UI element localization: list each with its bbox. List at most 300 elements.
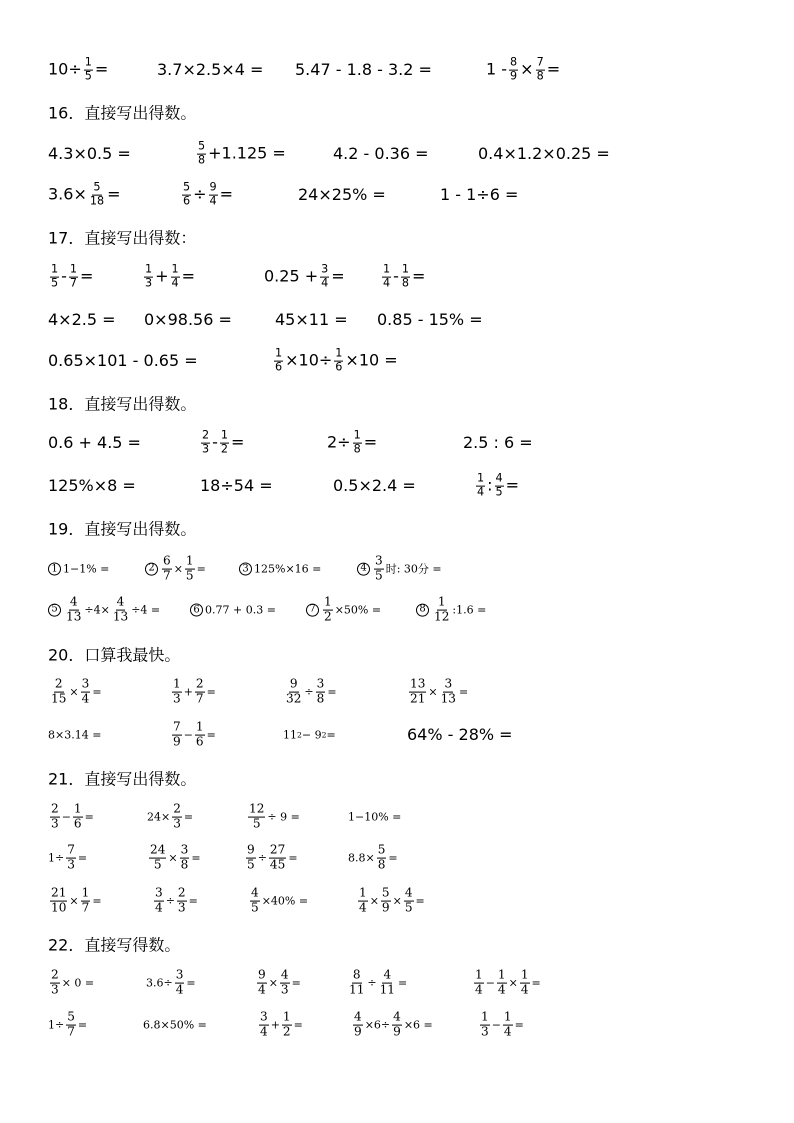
math-problem <box>48 478 136 494</box>
denominator: 5 <box>51 276 59 290</box>
fraction <box>81 678 91 707</box>
denominator: 5 <box>153 857 162 872</box>
math-problem <box>333 146 429 162</box>
math-problem <box>407 678 468 707</box>
denominator: 9 <box>354 1024 362 1039</box>
numerator: 6 <box>163 553 171 568</box>
denominator: 4 <box>171 276 179 290</box>
math-problem <box>264 264 345 291</box>
expression-text: 125%×16 = <box>254 562 322 576</box>
math-problem <box>48 57 108 84</box>
fraction <box>182 182 191 209</box>
expression-text: = <box>206 685 216 699</box>
denominator: 6 <box>73 816 82 831</box>
expression-text: = <box>183 810 194 824</box>
denominator: 3 <box>173 691 181 706</box>
fraction <box>84 57 93 84</box>
numerator: 2 <box>177 885 186 900</box>
denominator: 5 <box>251 900 259 915</box>
denominator: 4 <box>260 1024 268 1039</box>
math-problem <box>357 555 442 584</box>
expression-text: 0.85 - 15% = <box>377 310 483 329</box>
denominator: 15 <box>51 691 67 706</box>
fraction <box>195 721 205 750</box>
expression-text: 64% - 28% = <box>407 725 513 744</box>
numerator: 1 <box>145 262 153 276</box>
numerator: 4 <box>354 1009 362 1024</box>
fraction <box>480 1011 490 1040</box>
fraction <box>257 969 267 998</box>
denominator: 7 <box>69 276 78 290</box>
expression-text: ÷ <box>367 976 377 990</box>
expression-text: ×6 = <box>403 1018 433 1032</box>
fraction <box>81 887 91 916</box>
section-heading: 22．直接写得数。 <box>48 935 181 955</box>
denominator: 8 <box>198 153 206 167</box>
numerator: 4 <box>280 967 289 982</box>
math-problem <box>143 1020 207 1031</box>
denominator: 12 <box>434 609 450 624</box>
denominator: 21 <box>410 691 426 706</box>
expression-text: = <box>459 685 469 699</box>
fraction <box>334 348 343 375</box>
numerator: 5 <box>377 842 386 857</box>
fraction <box>172 678 182 707</box>
numerator: 2 <box>51 801 59 816</box>
denominator: 3 <box>51 816 59 831</box>
denominator: 7 <box>67 1024 75 1039</box>
denominator: 4 <box>497 982 506 997</box>
numerator: 5 <box>198 139 206 153</box>
expression-text: 1−1% = <box>63 562 110 576</box>
fraction <box>185 555 195 584</box>
math-problem <box>351 1011 433 1040</box>
expression-text: = <box>181 267 196 286</box>
expression-text: 11 <box>283 728 297 742</box>
numerator: 1 <box>503 1009 512 1024</box>
expression-text: + <box>270 1018 280 1032</box>
fraction <box>50 678 67 707</box>
fraction <box>220 430 229 457</box>
circled-number: 3 <box>239 563 252 576</box>
math-problem <box>272 348 398 375</box>
numerator: 7 <box>173 719 181 734</box>
denominator: 2 <box>324 609 332 624</box>
math-problem <box>147 844 201 873</box>
expression-text: = <box>92 685 102 699</box>
circled-number: 6 <box>190 604 203 617</box>
fraction <box>172 721 182 750</box>
numerator: 9 <box>247 842 255 857</box>
numerator: 27 <box>269 842 286 857</box>
numerator: 1 <box>220 428 229 442</box>
denominator: 3 <box>145 276 153 290</box>
expression-text: - <box>212 433 218 452</box>
numerator: 1 <box>477 471 485 485</box>
expression-text: ×40% = <box>261 894 309 908</box>
expression-text: × <box>428 685 438 699</box>
denominator: 13 <box>66 609 82 624</box>
numerator: 1 <box>275 346 283 360</box>
math-problem <box>478 1011 524 1040</box>
fraction <box>66 1011 76 1040</box>
denominator: 4 <box>258 982 266 997</box>
denominator: 4 <box>175 982 184 997</box>
denominator: 6 <box>195 734 204 749</box>
fraction <box>409 678 426 707</box>
fraction <box>246 844 256 873</box>
math-problem <box>48 730 101 741</box>
expression-text: 2÷ <box>327 433 351 452</box>
numerator: 1 <box>497 967 506 982</box>
math-problem <box>48 1011 87 1040</box>
numerator: 1 <box>383 262 391 276</box>
denominator: 4 <box>209 194 217 208</box>
math-problem <box>474 473 519 500</box>
fraction <box>149 844 166 873</box>
fraction <box>248 803 265 832</box>
expression-text: = <box>412 267 426 286</box>
expression-text: 2.5 : 6 = <box>463 433 533 452</box>
expression-text: = <box>363 433 378 452</box>
numerator: 5 <box>67 1009 75 1024</box>
math-problem <box>333 478 416 494</box>
fraction <box>259 1011 269 1040</box>
expression-text: 18÷54 = <box>200 476 273 495</box>
fraction <box>358 887 368 916</box>
denominator: 7 <box>195 691 204 706</box>
expression-text: = <box>546 60 561 79</box>
denominator: 5 <box>404 900 413 915</box>
fraction <box>250 887 260 916</box>
numerator: 9 <box>258 967 266 982</box>
expression-text: = <box>77 851 88 865</box>
numerator: 4 <box>495 471 503 485</box>
fraction <box>50 887 67 916</box>
fraction <box>177 887 187 916</box>
denominator: 3 <box>51 982 59 997</box>
denominator: 11 <box>349 982 365 997</box>
fraction <box>195 678 205 707</box>
numerator: 2 <box>54 676 63 691</box>
circled-number: 7 <box>306 604 319 617</box>
math-problem <box>275 312 348 328</box>
numerator: 5 <box>183 180 191 194</box>
fraction <box>285 678 302 707</box>
fraction <box>433 596 450 625</box>
math-problem <box>248 887 308 916</box>
math-problem <box>170 678 216 707</box>
expression-text: ÷ <box>165 894 175 908</box>
fraction <box>172 803 182 832</box>
fraction <box>269 844 286 873</box>
fraction <box>112 596 129 625</box>
expression-text: = <box>288 851 298 865</box>
numerator: 3 <box>316 676 325 691</box>
expression-text: = <box>327 685 337 699</box>
expression-text: 45×11 = <box>275 310 348 329</box>
math-problem <box>327 430 377 457</box>
numerator: 1 <box>401 262 410 276</box>
expression-text: × <box>268 976 278 990</box>
fraction <box>440 678 457 707</box>
denominator: 10 <box>51 900 67 915</box>
superscript: 2 <box>297 730 302 740</box>
denominator: 5 <box>84 69 92 83</box>
expression-text: 0.6 + 4.5 = <box>48 433 141 452</box>
math-problem <box>48 264 93 291</box>
expression-text: = <box>196 562 206 576</box>
section-heading: 17．直接写出得数： <box>48 228 197 248</box>
math-problem <box>48 182 121 209</box>
fraction <box>280 969 290 998</box>
fraction <box>180 844 190 873</box>
math-problem <box>283 730 336 741</box>
expression-text: ÷ <box>257 851 267 865</box>
section-heading: 18．直接写出得数。 <box>48 394 197 414</box>
expression-text: = <box>505 476 520 495</box>
math-problem <box>283 678 337 707</box>
expression-text: × <box>392 894 402 908</box>
expression-text: ÷ <box>193 185 207 204</box>
fraction <box>201 430 210 457</box>
fraction <box>89 182 105 209</box>
fraction <box>73 803 83 832</box>
expression-text: − <box>485 976 495 990</box>
numerator: 3 <box>180 842 189 857</box>
expression-text: 1÷ <box>48 1018 65 1032</box>
expression-text: 6.8×50% = <box>143 1018 207 1032</box>
denominator: 8 <box>316 691 325 706</box>
fraction <box>377 844 387 873</box>
expression-text: 0.77 + 0.3 = <box>205 603 276 617</box>
numerator: 8 <box>352 967 361 982</box>
numerator: 1 <box>171 262 179 276</box>
expression-text: − 9 <box>301 728 322 742</box>
section-heading: 20．口算我最快。 <box>48 645 181 665</box>
math-problem <box>199 430 244 457</box>
denominator: 3 <box>481 1024 489 1039</box>
expression-text: ÷ 9 = <box>267 810 300 824</box>
math-problem <box>472 969 541 998</box>
numerator: 3 <box>375 553 383 568</box>
denominator: 4 <box>503 1024 512 1039</box>
denominator: 13 <box>112 609 129 624</box>
expression-text: = <box>206 728 216 742</box>
math-problem <box>48 596 160 625</box>
expression-text: ×10 = <box>345 351 398 370</box>
expression-text: − <box>61 810 71 824</box>
expression-text: ÷ <box>304 685 314 699</box>
expression-text: 1 - <box>486 60 508 79</box>
numerator: 3 <box>321 262 329 276</box>
numerator: 2 <box>51 967 59 982</box>
expression-text: 1÷ <box>48 851 65 865</box>
numerator: 9 <box>289 676 298 691</box>
math-problem <box>255 969 301 998</box>
fraction <box>503 1011 513 1040</box>
expression-text: 8×3.14 = <box>48 728 102 742</box>
denominator: 8 <box>536 69 544 83</box>
denominator: 2 <box>220 442 229 456</box>
denominator: 7 <box>81 900 90 915</box>
fraction <box>536 57 545 84</box>
fraction <box>323 596 333 625</box>
fraction <box>162 555 172 584</box>
numerator: 5 <box>381 885 390 900</box>
circled-number: 5 <box>48 604 61 617</box>
numerator: 2 <box>202 428 210 442</box>
fraction <box>154 887 164 916</box>
expression-text: 4.3×0.5 = <box>48 144 131 163</box>
expression-text: 时: 30分 = <box>385 562 442 576</box>
numerator: 1 <box>520 967 529 982</box>
fraction <box>50 969 60 998</box>
numerator: 4 <box>404 885 413 900</box>
denominator: 3 <box>173 816 181 831</box>
denominator: 4 <box>477 485 485 499</box>
expression-text: 24× <box>147 810 171 824</box>
expression-text: 4.2 - 0.36 = <box>333 144 429 163</box>
denominator: 18 <box>89 194 105 208</box>
denominator: 9 <box>173 734 181 749</box>
math-problem <box>298 187 386 203</box>
numerator: 4 <box>116 594 125 609</box>
expression-text: 0.65×101 - 0.65 = <box>48 351 198 370</box>
fraction <box>282 1011 292 1040</box>
math-problem <box>48 146 131 162</box>
expression-text: × <box>508 976 518 990</box>
numerator: 1 <box>69 262 78 276</box>
expression-text: 3.6× <box>48 185 87 204</box>
fraction <box>65 596 82 625</box>
denominator: 7 <box>163 568 171 583</box>
circled-number: 4 <box>357 563 370 576</box>
denominator: 9 <box>393 1024 401 1039</box>
math-problem <box>244 844 298 873</box>
fraction <box>381 887 391 916</box>
numerator: 5 <box>93 180 101 194</box>
fraction <box>520 969 530 998</box>
numerator: 1 <box>84 55 92 69</box>
fraction <box>495 473 504 500</box>
numerator: 4 <box>69 594 78 609</box>
denominator: 5 <box>252 816 261 831</box>
math-problem <box>348 844 398 873</box>
circled-number: 2 <box>145 563 158 576</box>
numerator: 1 <box>359 885 367 900</box>
expression-text: = <box>191 851 201 865</box>
denominator: 45 <box>269 857 286 872</box>
denominator: 8 <box>353 442 361 456</box>
denominator: 5 <box>247 857 255 872</box>
expression-text: = <box>326 728 336 742</box>
denominator: 3 <box>177 900 186 915</box>
fraction <box>474 969 484 998</box>
expression-text: + <box>155 267 169 286</box>
expression-text: = <box>107 185 121 204</box>
expression-text: = <box>415 894 425 908</box>
denominator: 4 <box>383 276 391 290</box>
numerator: 1 <box>324 594 332 609</box>
fraction <box>497 969 507 998</box>
numerator: 3 <box>175 967 184 982</box>
denominator: 6 <box>183 194 191 208</box>
expression-text: × <box>173 562 183 576</box>
expression-text: = <box>293 1018 303 1032</box>
denominator: 4 <box>81 691 90 706</box>
numerator: 12 <box>249 801 265 816</box>
fraction <box>316 678 326 707</box>
math-problem <box>48 312 116 328</box>
numerator: 4 <box>251 885 259 900</box>
numerator: 7 <box>536 55 544 69</box>
fraction <box>348 969 365 998</box>
denominator: 3 <box>280 982 289 997</box>
fraction <box>382 264 391 291</box>
numerator: 1 <box>51 262 59 276</box>
expression-text: × <box>520 60 534 79</box>
numerator: 1 <box>81 885 90 900</box>
denominator: 5 <box>375 568 383 583</box>
denominator: 3 <box>67 857 75 872</box>
expression-text: × <box>69 685 79 699</box>
numerator: 1 <box>475 967 483 982</box>
expression-text: = <box>94 60 109 79</box>
denominator: 4 <box>155 900 163 915</box>
expression-text: × <box>168 851 178 865</box>
numerator: 3 <box>81 676 90 691</box>
fraction <box>175 969 185 998</box>
fraction <box>392 1011 402 1040</box>
denominator: 9 <box>510 69 518 83</box>
expression-text: 4×2.5 = <box>48 310 116 329</box>
math-problem <box>377 312 483 328</box>
math-problem <box>48 563 109 576</box>
expression-text: 3.6÷ <box>146 976 173 990</box>
numerator: 9 <box>209 180 217 194</box>
expression-text: 1−10% = <box>348 810 402 824</box>
expression-text: + <box>183 685 193 699</box>
math-problem <box>346 969 407 998</box>
math-problem <box>257 1011 303 1040</box>
expression-text: = <box>291 976 301 990</box>
expression-text: 0×98.56 = <box>144 310 232 329</box>
fraction <box>374 555 384 584</box>
fraction <box>171 264 180 291</box>
denominator: 9 <box>381 900 390 915</box>
fraction <box>509 57 518 84</box>
math-problem <box>440 187 518 203</box>
numerator: 3 <box>444 676 453 691</box>
expression-text: ×6÷ <box>364 1018 391 1032</box>
section-heading: 19．直接写出得数。 <box>48 519 197 539</box>
math-problem <box>142 264 195 291</box>
numerator: 24 <box>150 842 166 857</box>
expression-text: = <box>80 267 94 286</box>
math-problem <box>144 312 232 328</box>
expression-text: × <box>69 894 79 908</box>
math-problem <box>147 803 193 832</box>
denominator: 13 <box>440 691 456 706</box>
expression-text: 0.4×1.2×0.25 = <box>478 144 610 163</box>
denominator: 4 <box>520 982 529 997</box>
denominator: 4 <box>475 982 483 997</box>
math-problem <box>239 563 321 576</box>
fraction <box>197 141 206 168</box>
fraction <box>50 803 60 832</box>
denominator: 32 <box>286 691 302 706</box>
